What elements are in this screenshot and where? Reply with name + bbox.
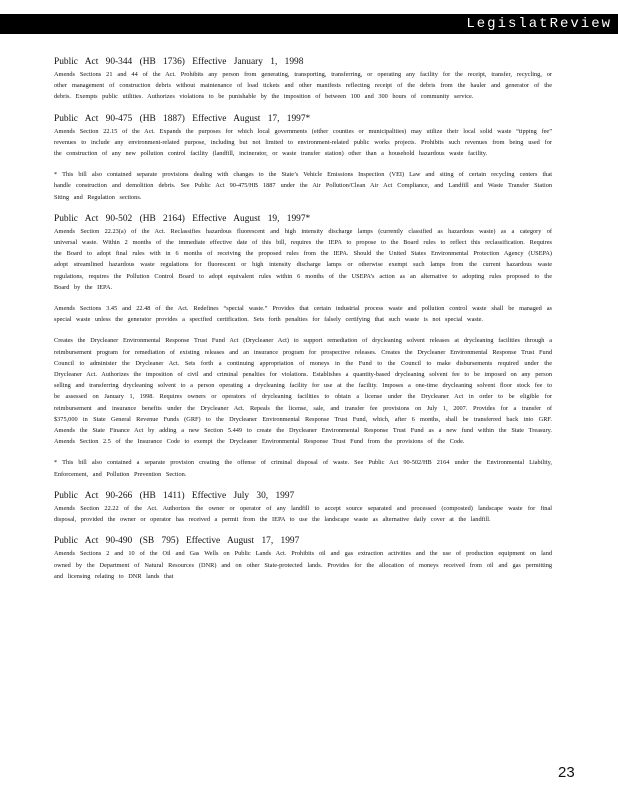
entry-title: Public Act 90-475 (HB 1887) Effective August 17, 1997* <box>54 113 311 124</box>
entry-title: Public Act 90-490 (SB 795) Effective August 17, 1997 <box>54 536 300 547</box>
page-content <box>54 56 552 592</box>
entry-body: Amends Sections 2 and 10 of the Oil and Gas Wells on Public Lands Act. Prohibits oil and gas extraction activities and the use of production equipment on land owned by the Department of Natural Resources (DNR) and on other State-protected lands. Provides for the allocation of moneys received from oil and gas permitting and licensing relating to DNR lands that <box>54 550 552 580</box>
entry-body: Amends Section 22.15 of the Act. Expands the purposes for which local governments (either counties or municipalities) may utilize their local solid waste “tipping fee” revenues to include any environment-related purpose, including but not limited to environment-related public works projects. Prohibits such revenues from being used for the construction of any new pollution control facility (landfill, incinerator, or waste transfer station) other than a household hazardous waste facility. <box>54 127 552 158</box>
act-entry-90-344 <box>54 56 552 103</box>
entry-body: Amends Section 22.23(a) of the Act. Reclassifies hazardous fluorescent and high intensity discharge lamps (currently classified as hazardous waste) as a category of universal waste. Within 2 months of the immediate effective date of this bill, requires the IEPA to propose to the Board rules to reflect this reclassification. Requires the Board to adopt final rules with in 6 months of receiving the proposed rules from the IEPA. Should the United States Environmental Protection Agency (USEPA) adopt streamlined hazardous waste regulations for fluorescent or high intensity discharge lamps or otherwise exempt such lamps from the current hazardous waste regulations, requires the Pollution Control Board to adopt equivalent rules within 6 months of the USEPA’s action as an alternative to adopting rules proposed to the Board by the IEPA. <box>54 227 552 291</box>
act-entry-90-475 <box>54 113 552 160</box>
footnote-90-502: * This bill also contained a separate provision creating the offense of criminal disposal of waste. See Public Act 90-502/HB 2164 under the Environmental Liability, Enforcement, and Pollution Prevention Section. <box>54 459 552 478</box>
header-bar <box>0 14 618 34</box>
drycleaner-paragraph: Creates the Drycleaner Environmental Response Trust Fund Act (Drycleaner Act) to support remediation of drycleaning solvent releases at drycleaning facilities through a reimbursement program for remediation of existing releases and an insurance program for prospective releases. Creates the Drycleaner Environmental Response Trust Fund Council to administer the Drycleaner Act. Sets forth a continuing appropriation of moneys in the Fund to the Council to make disbursements required under the Drycleaner Act. Authorizes the imposition of civil and criminal penalties for violations. Establishes a quantity-based drycleaning solvent fee to be imposed on any person selling and transferring drycleaning solvent to a person operating a drycleaning facility for use at the facility. Imposes a one-time drycleaning solvent floor stock fee to be assessed on January 1, 1998. Requires owners or operators of drycleaning facilities to obtain a license under the Drycleaner Act in order to be eligible for reimbursement and insurance benefits under the Drycleaner Act. Repeals the license, sale, and transfer fee provisions on July 1, 2007. Provides for a transfer of $375,000 in State General Revenue Funds (GRF) to the Drycleaner Environmental Response Trust Fund, which, after 6 months, shall be transferred back into GRF. Amends the State Finance Act by adding a new Section 5.449 to create the Drycleaner Environmental Response Trust Fund as a new fund within the State Treasury. Amends Section 2.5 of the Insurance Code to exempt the Drycleaner Environmental Response Trust Fund from the provisions of the Code. <box>54 337 552 446</box>
act-entry-90-502 <box>54 213 552 293</box>
page-number: 23 <box>558 764 575 781</box>
footnote-90-475: * This bill also contained separate provisions dealing with changes to the State’s Vehicle Emissions Inspection (VEI) Law and siting of certain recycling centers that handle construction and demolition debris. See Public Act 90-475/HB 1887 under the Air Pollution/Clean Air Act Compliance, and Landfill and Waste Transfer Station Siting and Regulation sections. <box>54 171 552 201</box>
act-entry-90-266 <box>54 490 552 525</box>
entry-title: Public Act 90-344 (HB 1736) Effective January 1, 1998 <box>54 57 304 67</box>
entry-body: Amends Section 22.22 of the Act. Authorizes the owner or operator of any landfill to accept source separated and processed (composted) landscape waste for final disposal, provided the owner or operator has received a permit from the IEPA to use the landscape waste as alternative daily cover at the landfill. <box>54 504 552 524</box>
entry-body: Amends Sections 21 and 44 of the Act. Prohibits any person from generating, transporting, transferring, or operating any facility for the receipt, transfer, recycling, or other management of construction debris without maintenance of load tickets and other manifests reflecting receipt of the debris from the hauler and generator of the debris. Exempts public utilities. Authorizes violations to be punishable by the imposition of between 100 and 300 hours of community service. <box>54 71 552 101</box>
special-waste-paragraph: Amends Sections 3.45 and 22.48 of the Act. Redefines “special waste.” Provides that certain industrial process waste and pollution control waste shall be managed as special waste unless the generator provides a specified certification. Sets forth penalties for falsely certifying that such waste is not special waste. <box>54 305 552 324</box>
act-entry-90-490 <box>54 535 552 582</box>
entry-title: Public Act 90-266 (HB 1411) Effective July 30, 1997 <box>54 490 295 501</box>
running-header: LegislatReview <box>466 16 612 32</box>
entry-title: Public Act 90-502 (HB 2164) Effective August 19, 1997* <box>54 213 311 224</box>
